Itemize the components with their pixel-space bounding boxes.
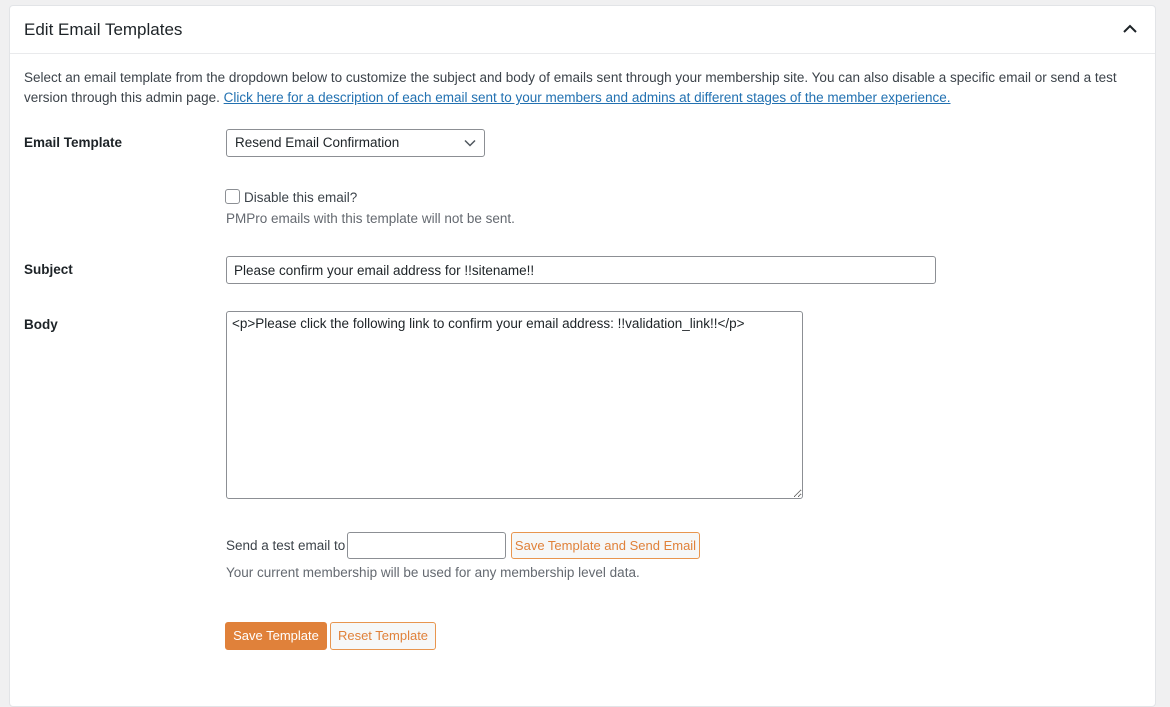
- disable-email-help: PMPro emails with this template will not be sent.: [226, 211, 515, 226]
- email-template-label: Email Template: [24, 135, 123, 150]
- edit-email-templates-panel: [9, 5, 1156, 707]
- reset-template-button[interactable]: Reset Template: [330, 622, 436, 650]
- chevron-down-icon: [464, 139, 476, 147]
- disable-email-checkbox[interactable]: [225, 189, 240, 204]
- test-email-input[interactable]: [347, 532, 506, 559]
- test-email-label: Send a test email to: [226, 538, 346, 553]
- description: [24, 68, 1124, 108]
- subject-input[interactable]: [226, 256, 936, 284]
- disable-email-label: Disable this email?: [244, 190, 358, 205]
- description-text: Select an email template from the dropdown below to customize the subject and body of emails sent through your membership site. You can also disable a specific email or send a test version through this admin page.: [24, 70, 1117, 105]
- body-label: Body: [24, 317, 58, 332]
- subject-label: Subject: [24, 262, 73, 277]
- save-and-send-button[interactable]: Save Template and Send Email: [511, 532, 700, 559]
- panel-header: [10, 6, 1155, 54]
- test-email-help: Your current membership will be used for any membership level data.: [226, 565, 640, 580]
- body-textarea[interactable]: [226, 311, 803, 499]
- email-template-select[interactable]: [226, 129, 485, 157]
- email-template-selected: Resend Email Confirmation: [235, 135, 400, 150]
- save-template-button[interactable]: Save Template: [225, 622, 327, 650]
- panel-title: Edit Email Templates: [24, 20, 183, 39]
- email-descriptions-link[interactable]: Click here for a description of each email sent to your members and admins at different stages of the member experience.: [223, 90, 951, 105]
- chevron-up-icon[interactable]: [1121, 20, 1139, 38]
